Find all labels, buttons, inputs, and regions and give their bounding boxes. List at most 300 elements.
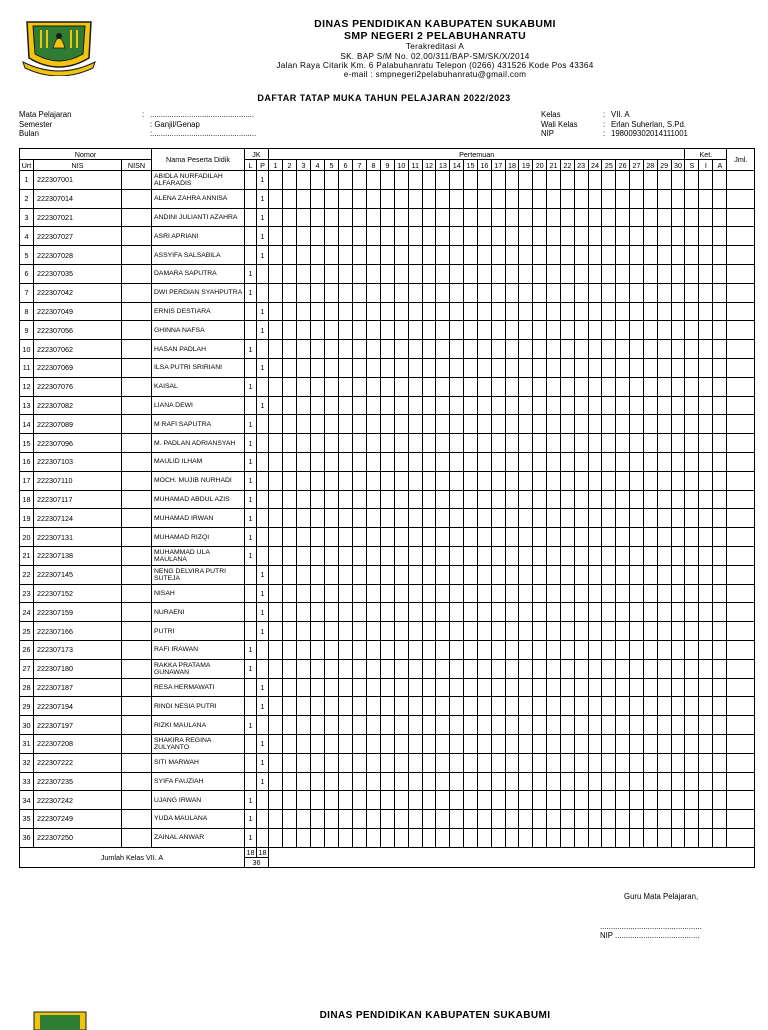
student-name: MUHAMMAD ULA MAULANA	[152, 546, 245, 565]
attendance-cell	[408, 640, 422, 659]
info-row	[541, 120, 688, 130]
student-jk-p: 1	[257, 246, 269, 265]
attendance-cell	[325, 189, 339, 208]
student-row	[20, 471, 755, 490]
student-urt: 18	[20, 490, 34, 509]
attendance-cell	[367, 810, 381, 829]
student-jk-p: 1	[257, 396, 269, 415]
attendance-cell	[533, 396, 547, 415]
attendance-cell	[297, 358, 311, 377]
ket-i-cell	[699, 546, 713, 565]
student-jk-l: 1	[245, 415, 257, 434]
attendance-cell	[325, 208, 339, 227]
ket-s-cell	[685, 208, 699, 227]
info-value: ................................................	[150, 110, 254, 119]
attendance-cell	[602, 340, 616, 359]
attendance-cell	[422, 377, 436, 396]
attendance-cell	[436, 565, 450, 584]
attendance-cell	[450, 340, 464, 359]
attendance-cell	[269, 283, 283, 302]
attendance-cell	[436, 208, 450, 227]
attendance-cell	[533, 509, 547, 528]
attendance-cell	[325, 246, 339, 265]
attendance-cell	[422, 622, 436, 641]
header-meeting-number: 4	[311, 160, 325, 171]
attendance-cell	[602, 434, 616, 453]
attendance-cell	[353, 227, 367, 246]
attendance-cell	[519, 358, 533, 377]
attendance-cell	[325, 772, 339, 791]
ket-s-cell	[685, 171, 699, 190]
attendance-cell	[505, 321, 519, 340]
ket-i-cell	[699, 697, 713, 716]
attendance-cell	[505, 509, 519, 528]
attendance-cell	[657, 452, 671, 471]
student-jk-l	[245, 189, 257, 208]
attendance-cell	[311, 246, 325, 265]
attendance-cell	[311, 340, 325, 359]
attendance-cell	[283, 340, 297, 359]
attendance-cell	[630, 264, 644, 283]
student-nis: 222307124	[34, 509, 122, 528]
attendance-cell	[560, 697, 574, 716]
attendance-cell	[643, 584, 657, 603]
attendance-cell	[311, 189, 325, 208]
student-name: MUHAMAD RIZQI	[152, 528, 245, 547]
ket-i-cell	[699, 227, 713, 246]
student-jk-l	[245, 697, 257, 716]
attendance-cell	[616, 377, 630, 396]
attendance-cell	[325, 509, 339, 528]
student-urt: 16	[20, 452, 34, 471]
student-nis: 222307082	[34, 396, 122, 415]
student-name: NURAENI	[152, 603, 245, 622]
header-a: A	[713, 160, 727, 171]
attendance-cell	[283, 753, 297, 772]
attendance-cell	[269, 678, 283, 697]
student-jk-l: 1	[245, 434, 257, 453]
attendance-cell	[395, 358, 409, 377]
attendance-cell	[311, 377, 325, 396]
attendance-cell	[491, 565, 505, 584]
attendance-cell	[671, 283, 685, 302]
attendance-cell	[450, 716, 464, 735]
attendance-cell	[588, 434, 602, 453]
attendance-cell	[519, 659, 533, 678]
attendance-cell	[671, 791, 685, 810]
attendance-cell	[547, 716, 561, 735]
attendance-cell	[297, 697, 311, 716]
attendance-cell	[560, 640, 574, 659]
attendance-cell	[560, 396, 574, 415]
attendance-cell	[367, 340, 381, 359]
header-meeting-number: 6	[339, 160, 353, 171]
attendance-cell	[616, 509, 630, 528]
attendance-cell	[533, 659, 547, 678]
header-meeting-number: 2	[283, 160, 297, 171]
attendance-cell	[643, 321, 657, 340]
attendance-cell	[422, 321, 436, 340]
student-jk-l: 1	[245, 490, 257, 509]
attendance-cell	[395, 810, 409, 829]
attendance-cell	[422, 171, 436, 190]
attendance-cell	[408, 828, 422, 847]
ket-a-cell	[713, 340, 727, 359]
attendance-cell	[436, 753, 450, 772]
ket-i-cell	[699, 340, 713, 359]
attendance-cell	[547, 415, 561, 434]
header-meeting-number: 20	[533, 160, 547, 171]
attendance-cell	[353, 302, 367, 321]
attendance-cell	[464, 340, 478, 359]
attendance-cell	[671, 246, 685, 265]
attendance-cell	[353, 810, 367, 829]
ket-a-cell	[713, 828, 727, 847]
attendance-cell	[574, 734, 588, 753]
attendance-cell	[643, 734, 657, 753]
attendance-cell	[395, 734, 409, 753]
student-jk-l: 1	[245, 340, 257, 359]
attendance-cell	[269, 340, 283, 359]
attendance-cell	[560, 340, 574, 359]
attendance-cell	[436, 678, 450, 697]
student-nis: 222307001	[34, 171, 122, 190]
attendance-cell	[505, 565, 519, 584]
attendance-cell	[450, 753, 464, 772]
attendance-cell	[643, 246, 657, 265]
attendance-cell	[519, 622, 533, 641]
attendance-cell	[657, 734, 671, 753]
ket-a-cell	[713, 227, 727, 246]
attendance-cell	[339, 546, 353, 565]
student-nisn	[122, 396, 152, 415]
attendance-cell	[505, 603, 519, 622]
student-row	[20, 302, 755, 321]
letterhead-agency: DINAS PENDIDIKAN KABUPATEN SUKABUMI	[314, 18, 556, 30]
header-jml: Jml.	[727, 149, 755, 171]
student-urt: 20	[20, 528, 34, 547]
jml-cell	[727, 264, 755, 283]
student-nis: 222307187	[34, 678, 122, 697]
attendance-cell	[477, 753, 491, 772]
attendance-cell	[519, 640, 533, 659]
header-meeting-number: 19	[519, 160, 533, 171]
attendance-cell	[491, 452, 505, 471]
attendance-cell	[533, 603, 547, 622]
attendance-cell	[588, 415, 602, 434]
attendance-cell	[491, 208, 505, 227]
attendance-cell	[588, 189, 602, 208]
student-nisn	[122, 528, 152, 547]
attendance-cell	[422, 471, 436, 490]
attendance-cell	[436, 189, 450, 208]
attendance-cell	[269, 772, 283, 791]
attendance-cell	[353, 208, 367, 227]
attendance-cell	[395, 208, 409, 227]
attendance-cell	[269, 659, 283, 678]
attendance-cell	[491, 377, 505, 396]
attendance-cell	[325, 490, 339, 509]
attendance-cell	[464, 828, 478, 847]
attendance-cell	[464, 772, 478, 791]
student-urt: 5	[20, 246, 34, 265]
attendance-cell	[269, 208, 283, 227]
attendance-cell	[477, 697, 491, 716]
attendance-cell	[269, 246, 283, 265]
attendance-cell	[395, 528, 409, 547]
attendance-cell	[505, 810, 519, 829]
student-name: DWI PERDIAN SYAHPUTRA	[152, 283, 245, 302]
attendance-cell	[381, 227, 395, 246]
student-row	[20, 659, 755, 678]
attendance-cell	[381, 340, 395, 359]
ket-a-cell	[713, 377, 727, 396]
student-nis: 222307208	[34, 734, 122, 753]
attendance-cell	[408, 565, 422, 584]
attendance-cell	[671, 734, 685, 753]
attendance-cell	[367, 208, 381, 227]
student-jk-p	[257, 452, 269, 471]
attendance-cell	[311, 434, 325, 453]
attendance-cell	[547, 734, 561, 753]
attendance-cell	[602, 377, 616, 396]
attendance-cell	[464, 734, 478, 753]
student-row	[20, 678, 755, 697]
attendance-cell	[353, 283, 367, 302]
attendance-cell	[283, 810, 297, 829]
attendance-cell	[547, 283, 561, 302]
attendance-cell	[519, 584, 533, 603]
attendance-cell	[367, 415, 381, 434]
attendance-cell	[657, 659, 671, 678]
attendance-cell	[671, 772, 685, 791]
header-meeting-number: 27	[630, 160, 644, 171]
attendance-cell	[588, 283, 602, 302]
attendance-cell	[450, 734, 464, 753]
attendance-cell	[436, 434, 450, 453]
attendance-cell	[311, 358, 325, 377]
attendance-cell	[574, 622, 588, 641]
attendance-cell	[283, 415, 297, 434]
attendance-cell	[297, 753, 311, 772]
attendance-cell	[533, 640, 547, 659]
attendance-cell	[450, 358, 464, 377]
student-jk-p	[257, 434, 269, 453]
attendance-cell	[505, 753, 519, 772]
ket-i-cell	[699, 716, 713, 735]
attendance-cell	[325, 734, 339, 753]
attendance-cell	[630, 227, 644, 246]
header-jk: JK	[245, 149, 269, 160]
attendance-cell	[477, 791, 491, 810]
attendance-cell	[533, 622, 547, 641]
attendance-cell	[505, 227, 519, 246]
attendance-cell	[533, 772, 547, 791]
header-meeting-number: 23	[574, 160, 588, 171]
student-urt: 12	[20, 377, 34, 396]
attendance-cell	[381, 734, 395, 753]
attendance-cell	[630, 415, 644, 434]
attendance-cell	[422, 358, 436, 377]
attendance-cell	[283, 227, 297, 246]
attendance-cell	[408, 528, 422, 547]
ket-s-cell	[685, 264, 699, 283]
attendance-cell	[477, 584, 491, 603]
student-jk-l	[245, 678, 257, 697]
attendance-cell	[630, 734, 644, 753]
jml-cell	[727, 434, 755, 453]
attendance-cell	[269, 302, 283, 321]
attendance-cell	[657, 565, 671, 584]
jml-cell	[727, 415, 755, 434]
attendance-cell	[574, 528, 588, 547]
attendance-cell	[339, 340, 353, 359]
attendance-cell	[395, 753, 409, 772]
attendance-cell	[325, 171, 339, 190]
attendance-cell	[422, 716, 436, 735]
attendance-cell	[616, 227, 630, 246]
info-right-block	[541, 110, 688, 139]
attendance-cell	[353, 321, 367, 340]
attendance-cell	[367, 697, 381, 716]
student-row	[20, 340, 755, 359]
attendance-cell	[283, 584, 297, 603]
student-row	[20, 640, 755, 659]
attendance-cell	[450, 246, 464, 265]
header-meeting-number: 29	[657, 160, 671, 171]
attendance-cell	[408, 377, 422, 396]
attendance-cell	[519, 302, 533, 321]
attendance-cell	[395, 246, 409, 265]
attendance-cell	[297, 415, 311, 434]
ket-a-cell	[713, 171, 727, 190]
attendance-cell	[325, 791, 339, 810]
attendance-cell	[671, 603, 685, 622]
attendance-cell	[602, 302, 616, 321]
attendance-cell	[283, 659, 297, 678]
attendance-cell	[422, 791, 436, 810]
attendance-cell	[450, 810, 464, 829]
student-name: SHAKIRA REGINA ZULYANTO	[152, 734, 245, 753]
student-nis: 222307235	[34, 772, 122, 791]
attendance-cell	[657, 471, 671, 490]
attendance-cell	[533, 302, 547, 321]
attendance-cell	[464, 603, 478, 622]
attendance-cell	[339, 640, 353, 659]
attendance-cell	[367, 753, 381, 772]
attendance-cell	[297, 640, 311, 659]
attendance-cell	[283, 678, 297, 697]
attendance-cell	[547, 772, 561, 791]
ket-s-cell	[685, 396, 699, 415]
student-urt: 1	[20, 171, 34, 190]
attendance-cell	[464, 791, 478, 810]
attendance-cell	[339, 753, 353, 772]
student-row	[20, 772, 755, 791]
student-row	[20, 584, 755, 603]
attendance-cell	[643, 640, 657, 659]
attendance-cell	[353, 358, 367, 377]
attendance-cell	[630, 640, 644, 659]
student-name: ANDINI JULIANTI AZAHRA	[152, 208, 245, 227]
student-urt: 32	[20, 753, 34, 772]
attendance-cell	[560, 208, 574, 227]
ket-i-cell	[699, 640, 713, 659]
student-nisn	[122, 640, 152, 659]
attendance-cell	[671, 415, 685, 434]
attendance-cell	[367, 246, 381, 265]
attendance-cell	[533, 584, 547, 603]
attendance-cell	[616, 264, 630, 283]
attendance-cell	[533, 810, 547, 829]
attendance-cell	[464, 377, 478, 396]
student-urt: 33	[20, 772, 34, 791]
student-name: UJANG IRWAN	[152, 791, 245, 810]
attendance-cell	[560, 659, 574, 678]
student-row	[20, 415, 755, 434]
student-jk-l: 1	[245, 791, 257, 810]
student-name: RESA HERMAWATI	[152, 678, 245, 697]
attendance-cell	[269, 716, 283, 735]
student-name: M. PADLAN ADRIANSYAH	[152, 434, 245, 453]
attendance-cell	[450, 546, 464, 565]
jml-cell	[727, 810, 755, 829]
jml-cell	[727, 659, 755, 678]
attendance-cell	[381, 302, 395, 321]
attendance-cell	[519, 546, 533, 565]
student-nisn	[122, 546, 152, 565]
jml-cell	[727, 678, 755, 697]
student-jk-l: 1	[245, 471, 257, 490]
attendance-cell	[269, 471, 283, 490]
attendance-cell	[450, 208, 464, 227]
attendance-cell	[519, 528, 533, 547]
student-nisn	[122, 772, 152, 791]
attendance-cell	[395, 189, 409, 208]
attendance-cell	[311, 546, 325, 565]
attendance-cell	[616, 396, 630, 415]
attendance-cell	[339, 509, 353, 528]
attendance-cell	[519, 471, 533, 490]
attendance-cell	[671, 810, 685, 829]
student-jk-p	[257, 640, 269, 659]
next-page-letterhead: DINAS PENDIDIKAN KABUPATEN SUKABUMI	[319, 1010, 551, 1021]
attendance-cell	[339, 490, 353, 509]
student-name: SYIFA FAUZIAH	[152, 772, 245, 791]
attendance-cell	[436, 828, 450, 847]
attendance-cell	[560, 434, 574, 453]
attendance-cell	[533, 189, 547, 208]
attendance-cell	[657, 171, 671, 190]
attendance-cell	[574, 471, 588, 490]
attendance-cell	[519, 565, 533, 584]
student-jk-p: 1	[257, 358, 269, 377]
attendance-cell	[491, 659, 505, 678]
attendance-cell	[671, 716, 685, 735]
attendance-cell	[408, 546, 422, 565]
attendance-cell	[450, 452, 464, 471]
attendance-cell	[408, 321, 422, 340]
attendance-cell	[325, 678, 339, 697]
ket-a-cell	[713, 434, 727, 453]
student-name: YUDA MAULANA	[152, 810, 245, 829]
attendance-cell	[436, 659, 450, 678]
attendance-cell	[477, 528, 491, 547]
attendance-cell	[408, 772, 422, 791]
attendance-cell	[491, 772, 505, 791]
attendance-cell	[477, 603, 491, 622]
attendance-cell	[477, 810, 491, 829]
